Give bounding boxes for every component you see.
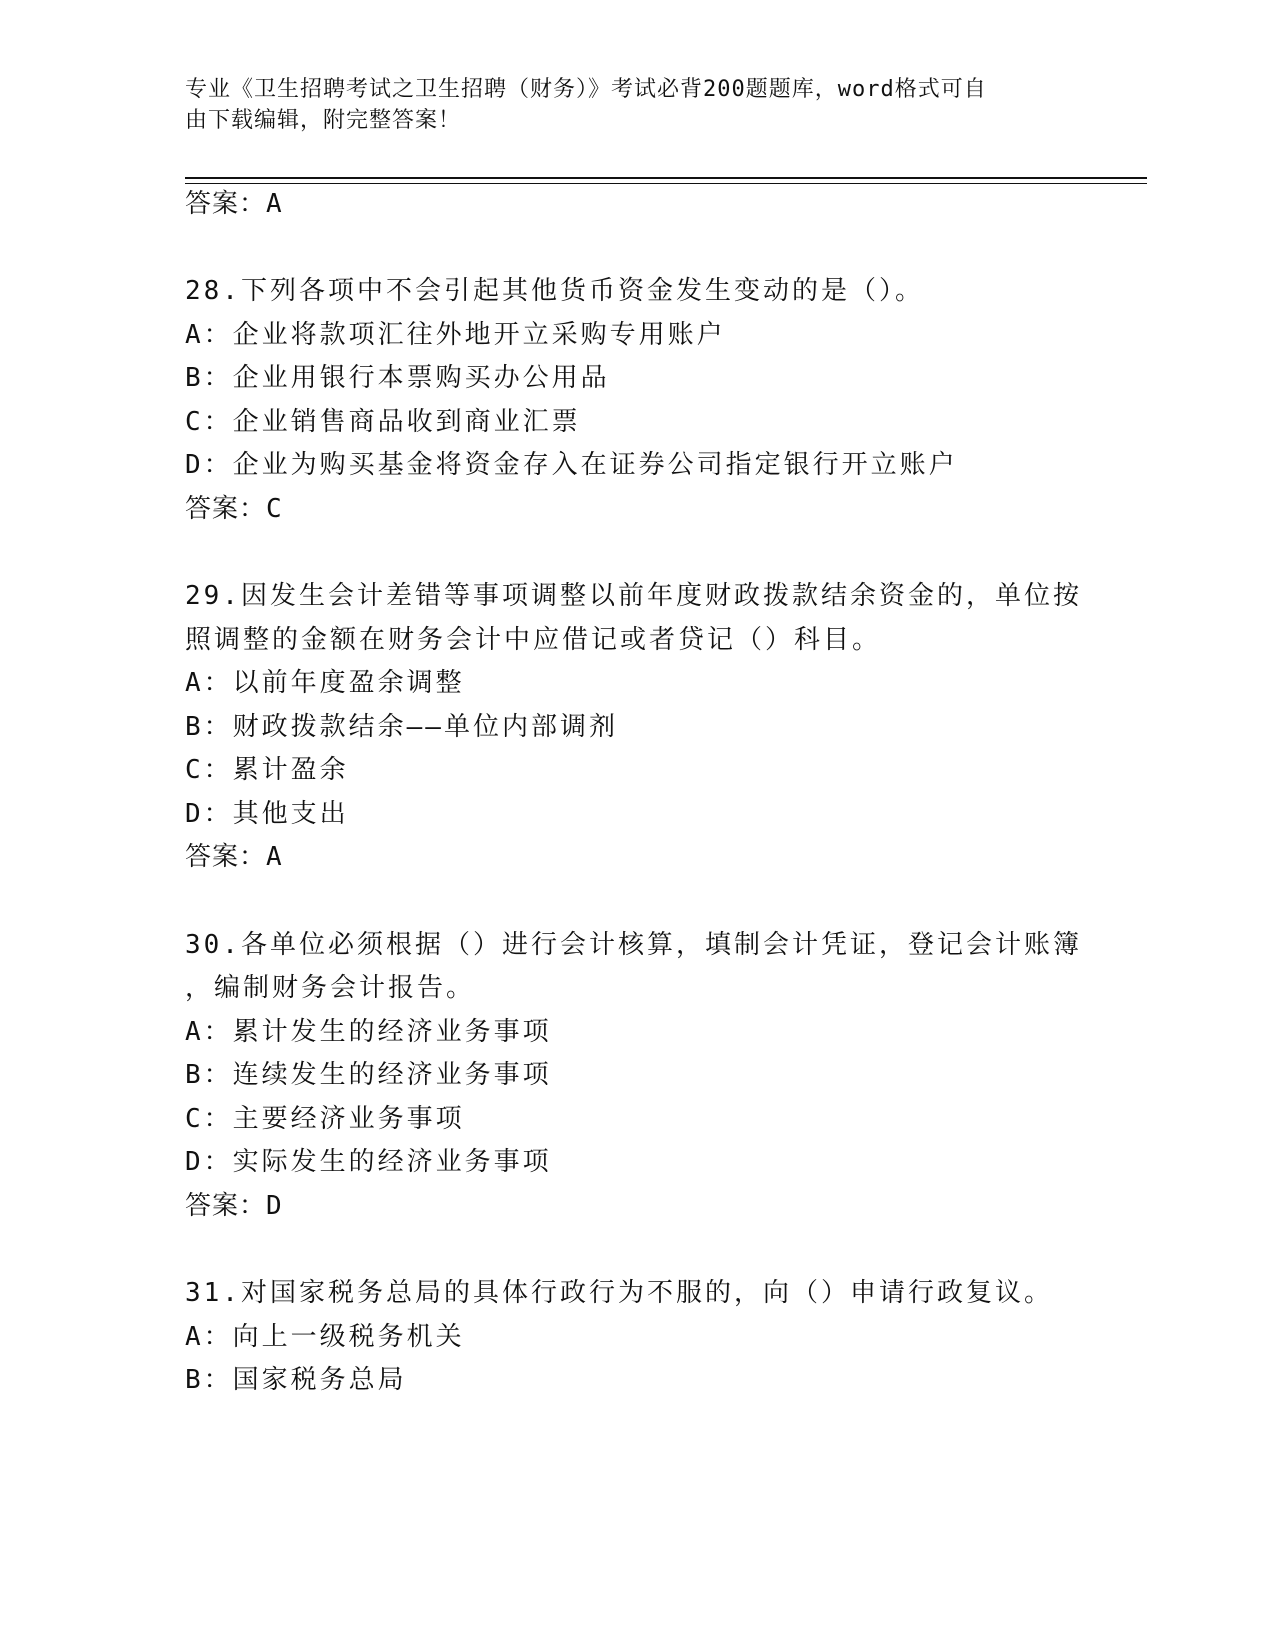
question-28-option-d: D：企业为购买基金将资金存入在证券公司指定银行开立账户 — [185, 450, 958, 480]
question-29-option-b: B：财政拨款结余——单位内部调剂 — [185, 712, 618, 742]
question-30-option-c: C：主要经济业务事项 — [185, 1104, 465, 1134]
question-29-option-a: A：以前年度盈余调整 — [185, 668, 465, 698]
question-28-answer: 答案：C — [185, 494, 283, 524]
question-31-option-b: B：国家税务总局 — [185, 1365, 407, 1395]
question-29-option-c: C：累计盈余 — [185, 755, 349, 785]
question-28-option-a: A：企业将款项汇往外地开立采购专用账户 — [185, 320, 726, 350]
question-30-option-d: D：实际发生的经济业务事项 — [185, 1147, 552, 1177]
question-30-answer: 答案：D — [185, 1191, 283, 1221]
document-header — [185, 74, 1065, 136]
header-line-2: 由下载编辑，附完整答案！ — [185, 108, 462, 133]
question-31-stem: 31.对国家税务总局的具体行政行为不服的，向（）申请行政复议。 — [185, 1278, 1053, 1308]
question-29-option-d: D：其他支出 — [185, 799, 349, 829]
question-29-stem-line-2: 照调整的金额在财务会计中应借记或者贷记（）科目。 — [185, 625, 882, 655]
question-28-option-c: C：企业销售商品收到商业汇票 — [185, 407, 581, 437]
question-30-option-b: B：连续发生的经济业务事项 — [185, 1060, 552, 1090]
header-divider-thin — [185, 183, 1147, 184]
question-28-stem: 28.下列各项中不会引起其他货币资金发生变动的是（）。 — [185, 276, 924, 306]
question-29-answer: 答案：A — [185, 842, 283, 872]
question-28-option-b: B：企业用银行本票购买办公用品 — [185, 363, 610, 393]
question-29-stem-line-1: 29.因发生会计差错等事项调整以前年度财政拨款结余资金的，单位按 — [185, 581, 1082, 611]
answer-line: 答案：A — [185, 189, 283, 219]
header-line-1: 专业《卫生招聘考试之卫生招聘（财务）》考试必背200题题库，word格式可自 — [185, 77, 987, 102]
question-30-stem-line-2: ，编制财务会计报告。 — [185, 973, 476, 1003]
question-31-option-a: A：向上一级税务机关 — [185, 1322, 465, 1352]
header-divider-thick — [185, 177, 1147, 179]
question-30-option-a: A：累计发生的经济业务事项 — [185, 1017, 552, 1047]
question-30-stem-line-1: 30.各单位必须根据（）进行会计核算，填制会计凭证，登记会计账簿 — [185, 930, 1082, 960]
